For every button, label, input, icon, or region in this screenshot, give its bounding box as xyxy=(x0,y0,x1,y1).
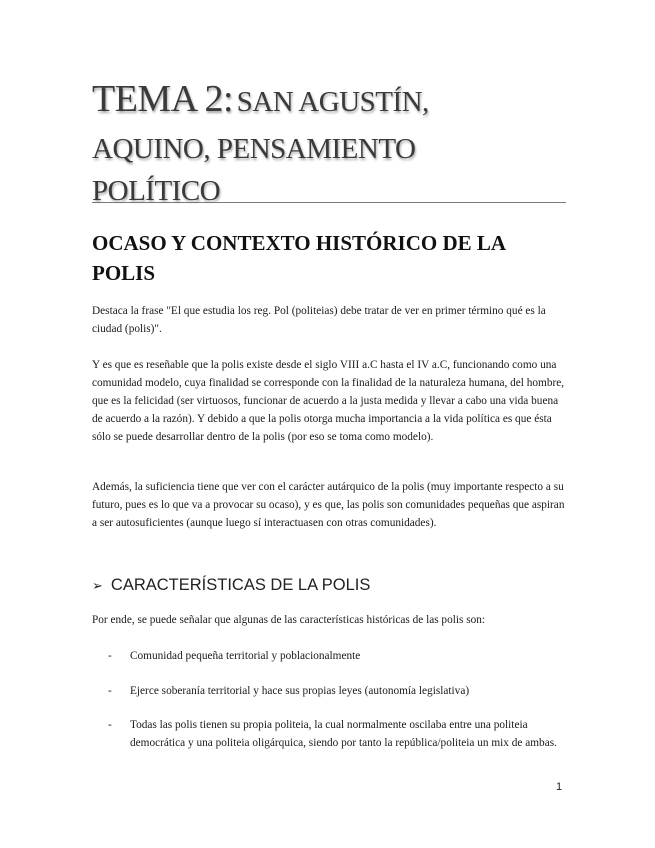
list-item-text: Ejerce soberanía territorial y hace sus propias leyes (autonomía legislativa) xyxy=(130,685,470,697)
section-heading-line-1: OCASO Y CONTEXTO HISTÓRICO DE LA xyxy=(92,231,507,255)
title-line-1 xyxy=(92,78,572,128)
paragraph-1: Destaca la frase "El que estudia los reg. Pol (politeias) debe tratar de ver en primer término qué es la ciudad (polis)". xyxy=(92,305,546,335)
section-heading-line-2: POLIS xyxy=(92,261,156,285)
list-item-text: Todas las polis tienen su propia politeia, la cual normalmente oscilaba entre una politeia democrática y una politeia oligárquica, siendo por tanto la república/politeia un mix de ambas. xyxy=(130,719,557,749)
list-dash: - xyxy=(108,719,112,731)
title-line-2: AQUINO, PENSAMIENTO xyxy=(92,133,416,165)
list-item xyxy=(108,682,570,700)
subsection-heading xyxy=(92,576,562,595)
title-line1-rest: SAN AGUSTÍN, xyxy=(236,86,429,118)
title-line-3: POLÍTICO xyxy=(92,175,221,207)
list-item-text: Comunidad pequeña territorial y poblacionalmente xyxy=(130,650,361,662)
section-heading xyxy=(92,228,562,288)
list-item xyxy=(108,647,570,665)
arrow-bullet-icon: ➢ xyxy=(92,577,103,593)
intro-paragraph: Por ende, se puede señalar que algunas de las características históricas de las polis son: xyxy=(92,614,486,626)
page-number: 1 xyxy=(556,781,563,793)
title-divider xyxy=(92,202,566,203)
document-title xyxy=(92,78,572,212)
paragraph-3: Además, la suficiencia tiene que ver con el carácter autárquico de la polis (muy importante respecto a su futuro, pues es lo que va a provocar su ocaso), y es que, las polis son comunidades pequeñas que aspiran a ser autosuficientes (aunque luego sí interactuasen con otras comunidades). xyxy=(92,481,565,529)
subsection-heading-text: CARACTERÍSTICAS DE LA POLIS xyxy=(110,576,371,594)
paragraph-2: Y es que es reseñable que la polis existe desde el siglo VIII a.C hasta el IV a.C, funcionando como una comunidad modelo, cuya finalidad se corresponde con la finalidad de la naturaleza humana, del hombre, que es la felicidad (ser virtuosos, funcionar de acuerdo a la justa medida y llevar a cabo una vida buena de acuerdo a la razón). Y debido a que la polis otorga mucha importancia a la vida política es que ésta sólo se puede desarrollar dentro de la polis (por eso se toma como modelo). xyxy=(92,359,565,443)
list-item xyxy=(108,716,570,752)
list-dash: - xyxy=(108,650,112,662)
title-prefix: TEMA 2: xyxy=(92,78,234,120)
list-dash: - xyxy=(108,685,112,697)
